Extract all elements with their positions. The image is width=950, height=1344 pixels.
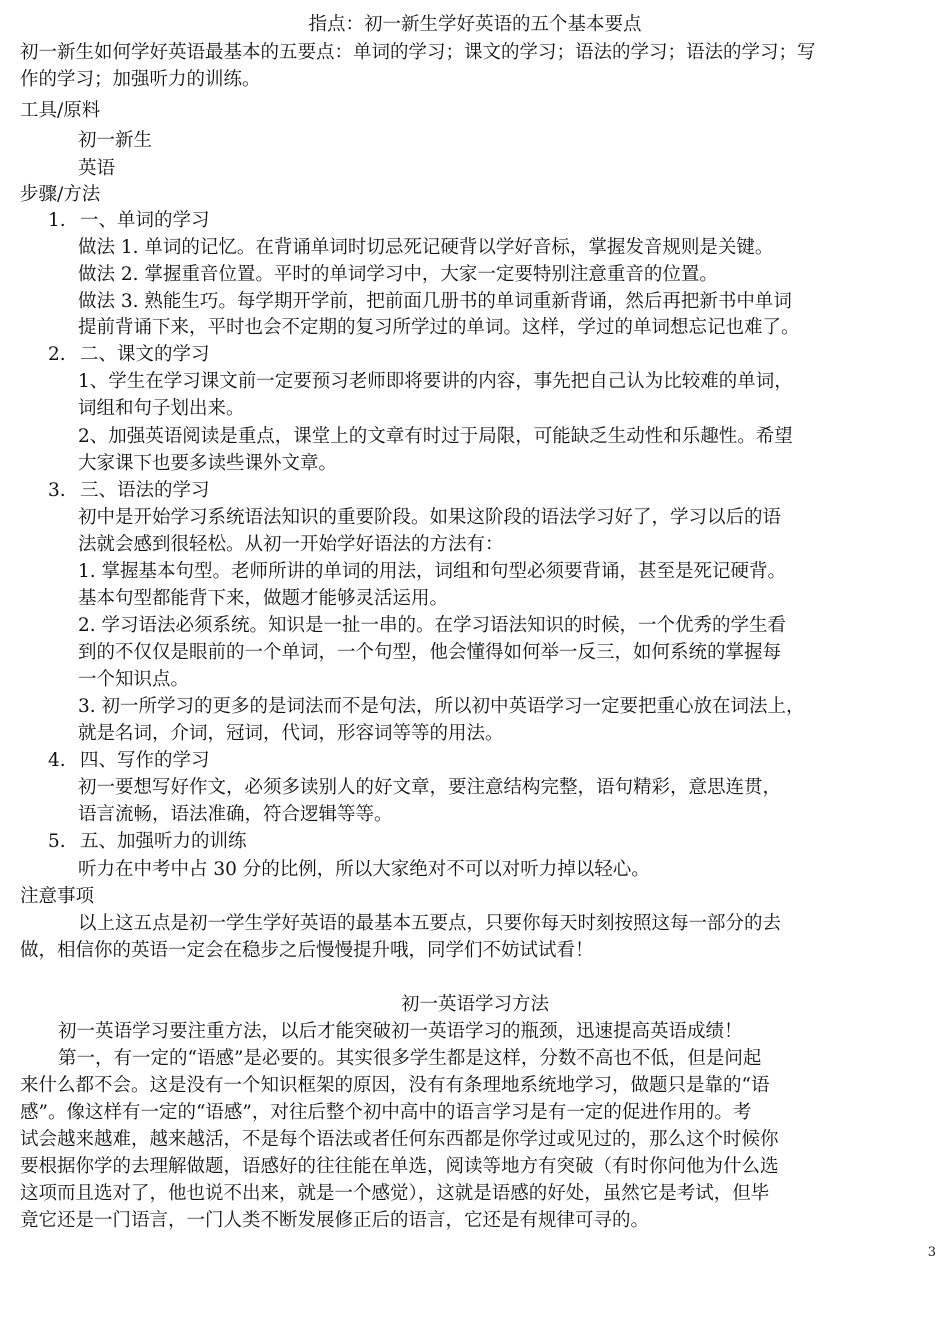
step-line: 做法 1. 单词的记忆。在背诵单词时切忌死记硬背以学好音标，掌握发音规则是关键。	[78, 237, 774, 258]
body-line: 初一英语学习要注重方法，以后才能突破初一英语学习的瓶颈，迅速提高英语成绩！	[58, 1021, 743, 1042]
step-line: 大家课下也要多读些课外文章。	[78, 453, 338, 474]
step-number: 3.	[48, 480, 66, 501]
step-line: 提前背诵下来，平时也会不定期的复习所学过的单词。这样，学过的单词想忘记也难了。	[78, 317, 800, 338]
step-line: 词组和句子划出来。	[78, 398, 245, 419]
body-line: 要根据你学的去理解做题，语感好的往往能在单选，阅读等地方有突破（有时你问他为什么选	[20, 1156, 779, 1177]
body-line: 试会越来越难，越来越活，不是每个语法或者任何东西都是你学过或见过的，那么这个时候你	[20, 1129, 779, 1150]
tools-item: 英语	[78, 158, 116, 179]
step-title: 四、写作的学习	[80, 750, 210, 771]
body-line: 竟它还是一门语言，一门人类不断发展修正后的语言，它还是有规律可寻的。	[20, 1210, 650, 1231]
step-title: 一、单词的学习	[80, 210, 210, 231]
step-line: 到的不仅仅是眼前的一个单词，一个句型，他会懂得如何举一反三，如何系统的掌握每	[78, 642, 782, 663]
step-line: 初中是开始学习系统语法知识的重要阶段。如果这阶段的语法学习好了，学习以后的语	[78, 507, 782, 528]
step-number: 5.	[48, 831, 66, 852]
step-title: 五、加强听力的训练	[80, 831, 247, 852]
notes-line: 以上这五点是初一学生学好英语的最基本五要点，只要你每天时刻按照这每一部分的去	[78, 913, 782, 934]
step-number: 1.	[48, 210, 66, 231]
step-line: 一个知识点。	[78, 669, 190, 690]
notes-heading: 注意事项	[20, 886, 95, 907]
step-number: 4.	[48, 750, 66, 771]
step-line: 2、加强英语阅读是重点，课堂上的文章有时过于局限，可能缺乏生动性和乐趣性。希望	[78, 426, 793, 447]
step-line: 1. 掌握基本句型。老师所讲的单词的用法，词组和句型必须要背诵，甚至是死记硬背。	[78, 561, 787, 582]
intro-line: 作的学习；加强听力的训练。	[20, 69, 261, 90]
intro-line: 初一新生如何学好英语最基本的五要点：单词的学习；课文的学习；语法的学习；语法的学习；写	[20, 42, 816, 63]
step-line: 做法 2. 掌握重音位置。平时的单词学习中，大家一定要特别注意重音的位置。	[78, 264, 718, 285]
document-title: 指点：初一新生学好英语的五个基本要点	[308, 14, 642, 35]
tools-item: 初一新生	[78, 130, 153, 151]
step-line: 听力在中考中占 30 分的比例，所以大家绝对不可以对听力掉以轻心。	[78, 859, 650, 880]
steps-heading: 步骤/方法	[20, 184, 101, 205]
step-line: 语言流畅，语法准确，符合逻辑等等。	[78, 804, 393, 825]
section-title: 初一英语学习方法	[400, 994, 549, 1015]
body-line: 这项而且选对了，他也说不出来，就是一个感觉），这就是语感的好处，虽然它是考试，但毕	[20, 1183, 770, 1204]
body-line: 感”。像这样有一定的“语感”，对往后整个初中高中的语言学习是有一定的促进作用的。考	[20, 1102, 752, 1123]
step-line: 初一要想写好作文，必须多读别人的好文章，要注意结构完整，语句精彩，意思连贯，	[78, 777, 782, 798]
step-title: 二、课文的学习	[80, 344, 210, 365]
body-line: 来什么都不会。这是没有一个知识框架的原因，没有有条理地系统地学习，做题只是靠的“语	[20, 1075, 770, 1096]
step-line: 法就会感到很轻松。从初一开始学好语法的方法有：	[78, 534, 504, 555]
step-line: 2. 学习语法必须系统。知识是一扯一串的。在学习语法知识的时候，一个优秀的学生看	[78, 615, 787, 636]
step-line: 基本句型都能背下来，做题才能够灵活运用。	[78, 588, 449, 609]
page-number: 3	[927, 1245, 936, 1260]
step-title: 三、语法的学习	[80, 480, 210, 501]
step-line: 做法 3. 熟能生巧。每学期开学前，把前面几册书的单词重新背诵，然后再把新书中单词	[78, 291, 792, 312]
step-line: 1、学生在学习课文前一定要预习老师即将要讲的内容，事先把自己认为比较难的单词，	[78, 371, 793, 392]
notes-line: 做，相信你的英语一定会在稳步之后慢慢提升哦，同学们不妨试试看！	[20, 940, 594, 961]
body-line: 第一，有一定的“语感”是必要的。其实很多学生都是这样，分数不高也不低，但是问起	[58, 1048, 762, 1069]
step-line: 就是名词，介词，冠词，代词，形容词等等的用法。	[78, 723, 504, 744]
tools-heading: 工具/原料	[20, 100, 101, 121]
step-number: 2.	[48, 344, 66, 365]
step-line: 3. 初一所学习的更多的是词法而不是句法，所以初中英语学习一定要把重心放在词法上，	[78, 696, 805, 717]
